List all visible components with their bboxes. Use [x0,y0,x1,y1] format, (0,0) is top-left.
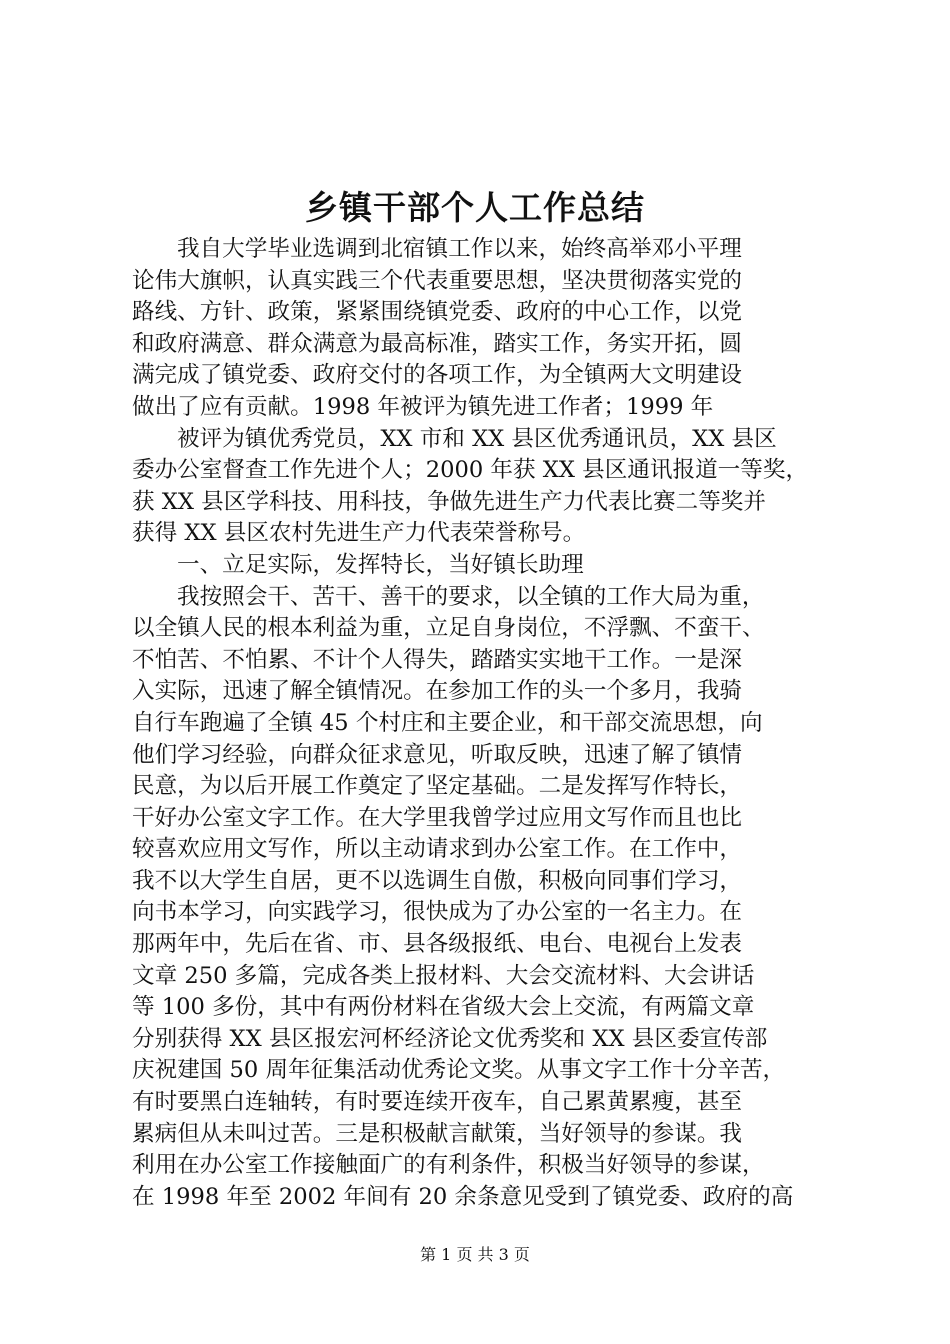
text-line: 满完成了镇党委、政府交付的各项工作，为全镇两大文明建设 [132,362,743,389]
text-line: 获得 XX 县区农村先进生产力代表荣誉称号。 [132,520,586,547]
document-title: 乡镇干部个人工作总结 [305,188,645,227]
text-line: 我按照会干、苦干、善干的要求，以全镇的工作大局为重， [177,583,765,610]
text-line: 我自大学毕业选调到北宿镇工作以来，始终高举邓小平理 [177,236,742,262]
text-line: 庆祝建国 50 周年征集活动优秀论文奖。从事文字工作十分辛苦， [132,1057,786,1084]
text-line: 民意，为以后开展工作奠定了坚定基础。二是发挥写作特长， [132,773,743,800]
text-line: 不怕苦、不怕累、不计个人得失，踏踏实实地干工作。一是深 [132,646,743,673]
text-line: 文章 250 多篇，完成各类上报材料、大会交流材料、大会讲话 [132,962,755,989]
text-line: 我不以大学生自居，更不以选调生自傲，积极向同事们学习， [132,867,743,894]
text-line: 向书本学习，向实践学习，很快成为了办公室的一名主力。在 [132,899,743,926]
text-line: 等 100 多份，其中有两份材料在省级大会上交流，有两篇文章 [132,994,755,1021]
text-line: 利用在办公室工作接触面广的有利条件，积极当好领导的参谋， [132,1152,765,1179]
document-body [132,234,832,1213]
text-line: 路线、方针、政策，紧紧围绕镇党委、政府的中心工作，以党 [132,299,743,326]
text-line: 做出了应有贡献。1998 年被评为镇先进工作者；1999 年 [132,393,714,420]
text-line: 在 1998 年至 2002 年间有 20 余条意见受到了镇党委、政府的高 [132,1183,794,1210]
text-line: 和政府满意、群众满意为最高标准，踏实工作，务实开拓，圆 [132,330,743,357]
text-line: 获 XX 县区学科技、用科技，争做先进生产力代表比赛二等奖并 [132,488,766,515]
text-line: 入实际，迅速了解全镇情况。在参加工作的头一个多月，我骑 [132,678,743,705]
text-line: 有时要黑白连轴转，有时要连续开夜车，自己累黄累瘦，甚至 [132,1089,743,1116]
text-line: 一、立足实际，发挥特长，当好镇长助理 [177,551,584,578]
page-footer: 第 1 页 共 3 页 [420,1245,530,1264]
text-line: 他们学习经验，向群众征求意见，听取反映，迅速了解了镇情 [132,741,743,768]
text-line: 较喜欢应用文写作，所以主动请求到办公室工作。在工作中， [132,836,743,863]
text-line: 被评为镇优秀党员，XX 市和 XX 县区优秀通讯员，XX 县区 [177,425,777,452]
text-line: 累病但从未叫过苦。三是积极献言献策，当好领导的参谋。我 [132,1120,743,1147]
text-line: 委办公室督查工作先进个人；2000 年获 XX 县区通讯报道一等奖， [132,457,809,484]
text-line: 分别获得 XX 县区报宏河杯经济论文优秀奖和 XX 县区委宣传部 [132,1025,768,1052]
text-line: 自行车跑遍了全镇 45 个村庄和主要企业，和干部交流思想，向 [132,709,763,736]
text-line: 以全镇人民的根本利益为重，立足自身岗位，不浮飘、不蛮干、 [132,615,765,642]
text-line: 那两年中，先后在省、市、县各级报纸、电台、电视台上发表 [132,931,743,958]
text-line: 论伟大旗帜，认真实践三个代表重要思想，坚决贯彻落实党的 [132,267,743,294]
text-line: 干好办公室文字工作。在大学里我曾学过应用文写作而且也比 [132,804,743,831]
